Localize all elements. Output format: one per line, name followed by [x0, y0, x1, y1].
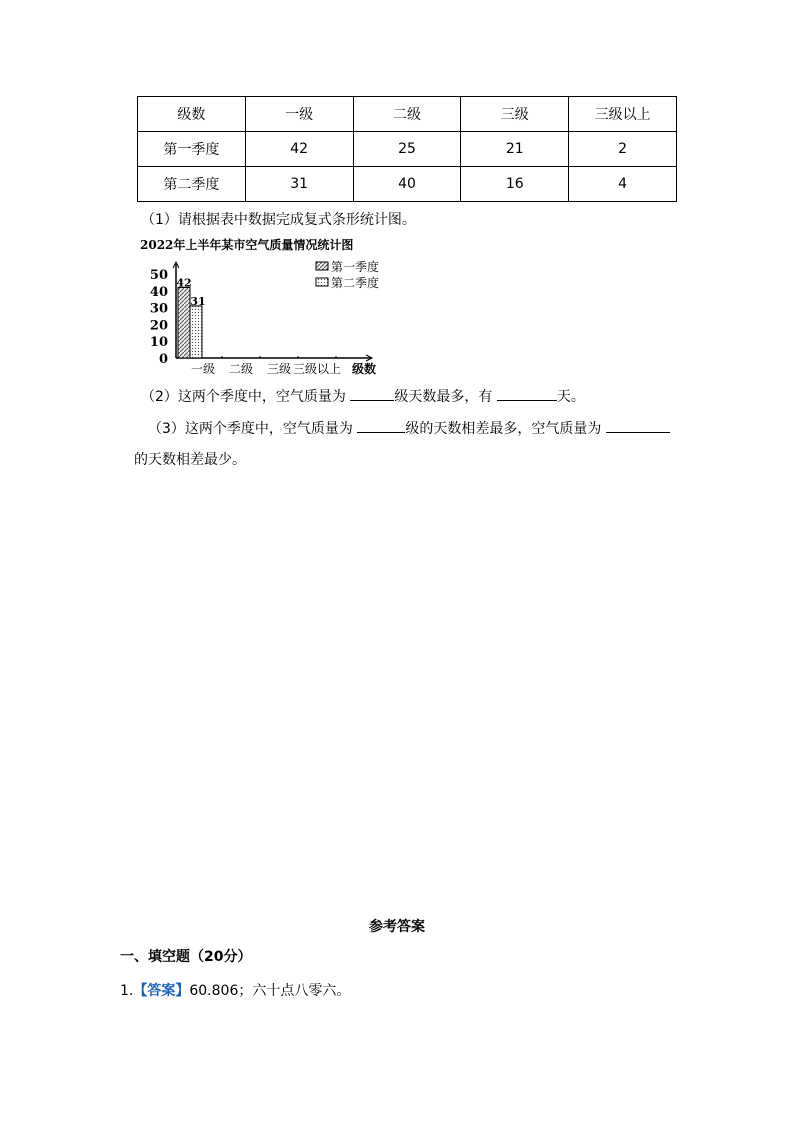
bar-value-label: 42 [176, 276, 192, 290]
table-header-cell: 三级 [461, 97, 569, 132]
table-cell: 第一季度 [138, 132, 246, 167]
bar-value-label: 31 [190, 294, 206, 308]
legend-label: 第一季度 [331, 260, 380, 274]
table-row [138, 132, 677, 167]
answer-blank[interactable] [357, 418, 405, 433]
legend-swatch [316, 278, 328, 286]
y-tick-label: 30 [149, 301, 168, 317]
bar [190, 306, 202, 358]
y-tick-label: 50 [149, 268, 168, 283]
question-1: （1）请根据表中数据完成复式条形统计图。 [141, 212, 416, 228]
answers-title: 参考答案 [369, 919, 425, 935]
table-header-cell: 级数 [138, 97, 246, 132]
question-2-text-b: 级天数最多，有 [394, 389, 493, 405]
table-cell: 第二季度 [138, 167, 246, 202]
question-3-cont: 的天数相差最少。 [134, 452, 246, 468]
table-cell: 2 [569, 132, 677, 167]
table-cell: 21 [461, 132, 569, 167]
table-cell: 25 [353, 132, 461, 167]
x-tick-label: 一级 [190, 362, 216, 376]
answer-blank[interactable] [350, 386, 394, 401]
x-tick-label: 三级 [266, 362, 292, 376]
answer-blank[interactable] [497, 386, 557, 401]
table-header-cell: 二级 [353, 97, 461, 132]
bar-chart [140, 236, 390, 376]
legend-swatch [316, 262, 328, 270]
question-3-text-a: （3）这两个季度中，空气质量为 [148, 421, 353, 437]
table-cell: 16 [461, 167, 569, 202]
table-cell: 40 [353, 167, 461, 202]
table-cell: 31 [245, 167, 353, 202]
answer-blank[interactable] [606, 418, 670, 433]
y-tick-label: 20 [149, 318, 168, 334]
x-tick-label: 三级以上 [292, 362, 342, 376]
bar [178, 287, 190, 358]
question-2-text-a: （2）这两个季度中，空气质量为 [141, 389, 346, 405]
y-tick-label: 40 [149, 284, 168, 300]
air-quality-table [137, 96, 677, 202]
answer-item [120, 980, 350, 1000]
answer-text: 60.806；六十点八零六。 [189, 983, 351, 999]
table-header-cell: 三级以上 [569, 97, 677, 132]
answer-tag: 【答案】 [133, 983, 190, 999]
table-header-cell: 一级 [245, 97, 353, 132]
table-header-row [138, 97, 677, 132]
question-2-text-c: 天。 [556, 389, 585, 405]
section-title: 一、填空题（20分） [120, 949, 252, 965]
x-tick-label: 二级 [228, 362, 254, 376]
question-3-text-b: 级的天数相差最多，空气质量为 [405, 421, 602, 437]
legend-label: 第二季度 [331, 276, 380, 290]
y-tick-label: 10 [149, 335, 168, 351]
x-axis-label: 级数 [351, 362, 376, 376]
table-row [138, 167, 677, 202]
y-tick-label: 0 [158, 352, 168, 367]
table-cell: 4 [569, 167, 677, 202]
chart-title: 2022年上半年某市空气质量情况统计图 [140, 238, 354, 252]
table-cell: 42 [245, 132, 353, 167]
question-3 [148, 418, 670, 439]
answer-number: 1. [120, 983, 134, 999]
question-2 [141, 386, 585, 407]
